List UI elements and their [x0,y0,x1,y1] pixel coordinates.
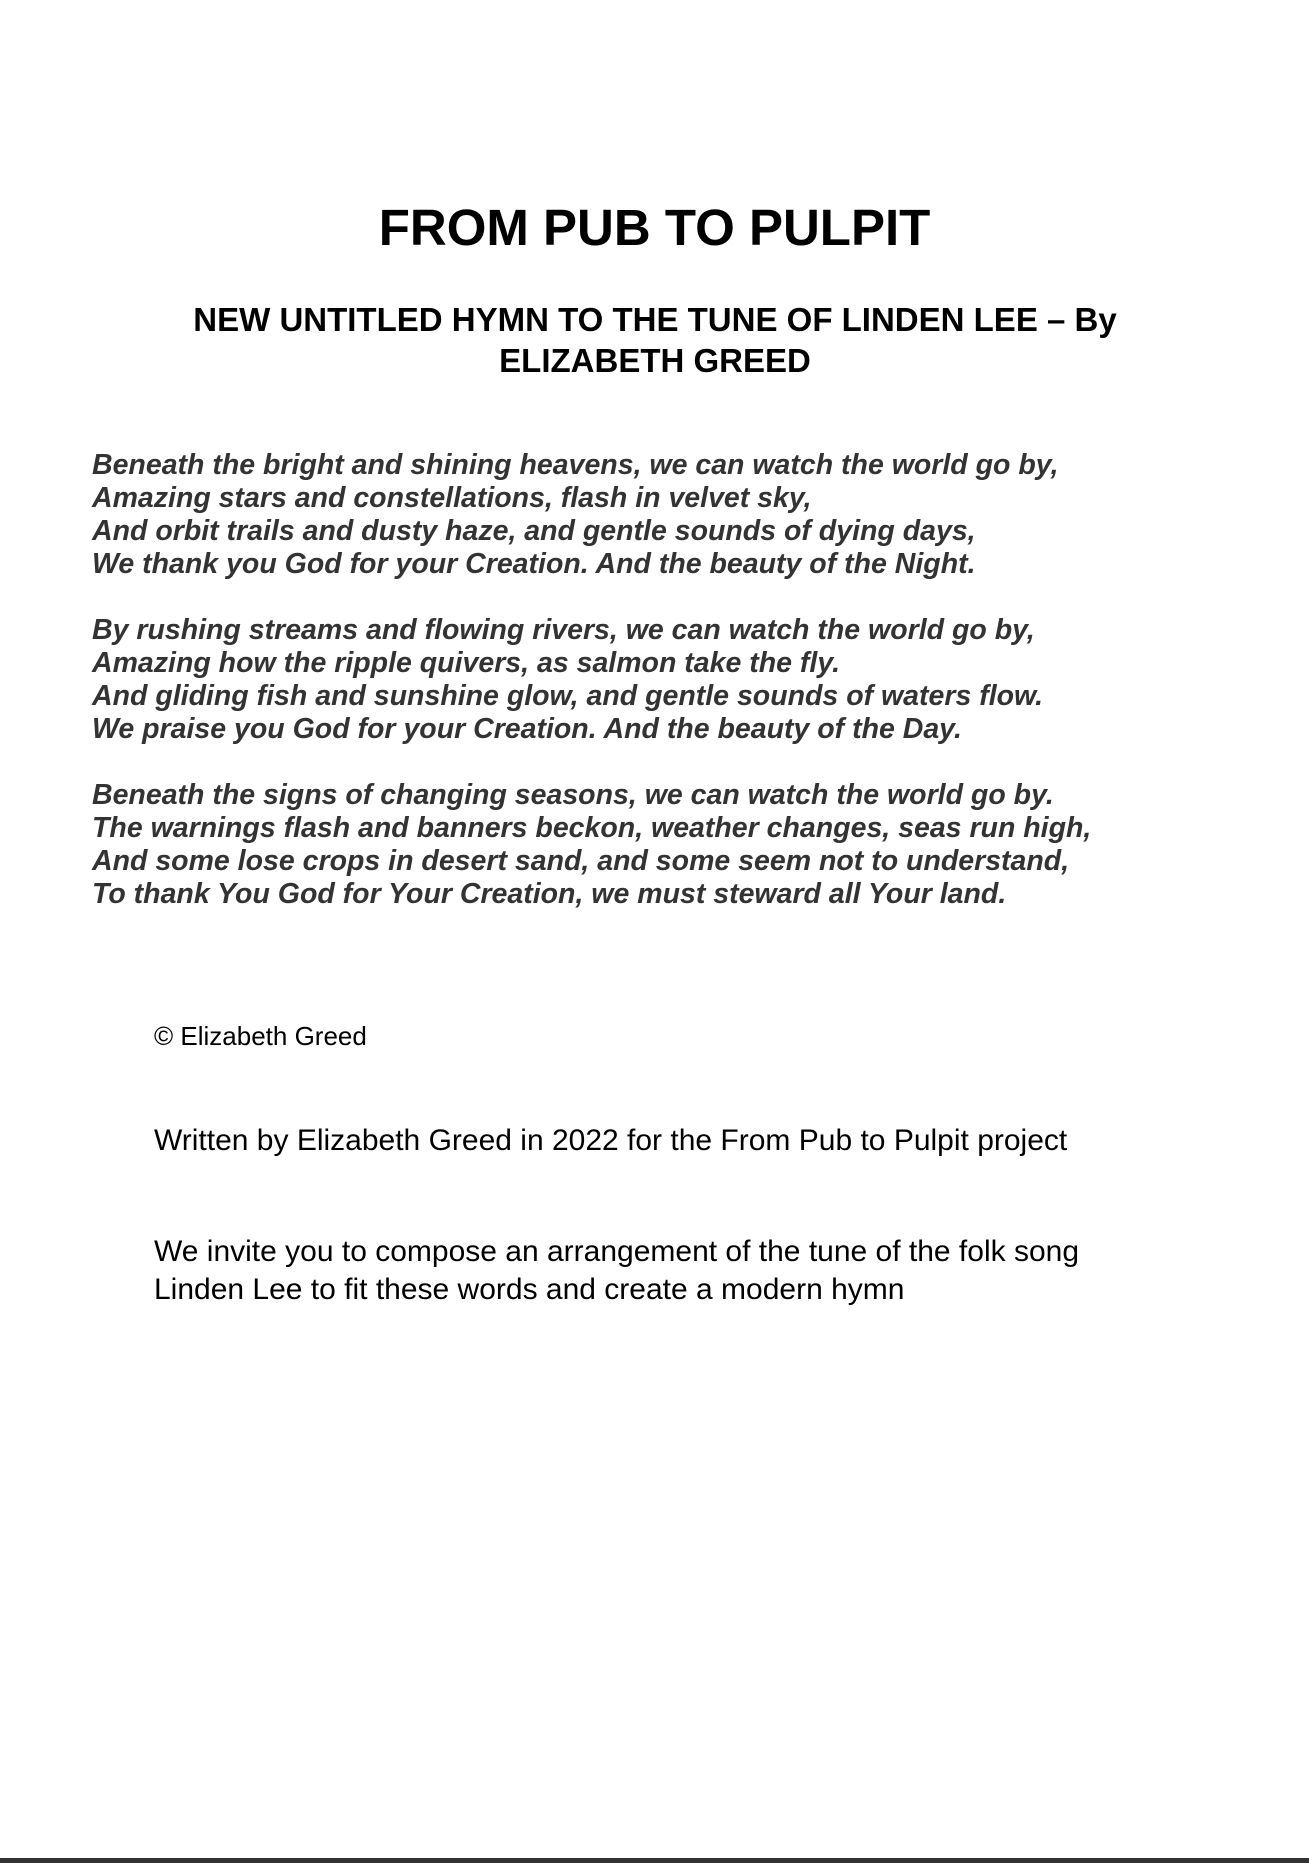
invitation-line: Linden Lee to fit these words and create a modern hymn [154,1273,905,1306]
page-bottom-border [0,1858,1309,1863]
authorship-note: Written by Elizabeth Greed in 2022 for the From Pub to Pulpit project [154,1124,1068,1157]
verse-line: By rushing streams and flowing rivers, we can watch the world go by, [92,614,1035,646]
verse-line: The warnings flash and banners beckon, weather changes, seas run high, [92,812,1092,844]
verse-line: We thank you God for your Creation. And the beauty of the Night. [92,548,976,580]
verse-line: And some lose crops in desert sand, and some seem not to understand, [92,845,1070,877]
verse-line: Amazing how the ripple quivers, as salmon take the fly. [92,647,841,679]
hymn-lyrics [92,449,1242,944]
verse-line: We praise you God for your Creation. And the beauty of the Day. [92,713,962,745]
page-subtitle: NEW UNTITLED HYMN TO THE TUNE OF LINDEN LEE – By ELIZABETH GREED [193,301,1117,379]
verse-line: Amazing stars and constellations, flash in velvet sky, [92,482,812,514]
copyright-notice: © Elizabeth Greed [154,1021,367,1051]
verse-line: To thank You God for Your Creation, we must steward all Your land. [92,878,1007,910]
verse-line: Beneath the signs of changing seasons, we can watch the world go by. [92,779,1054,811]
page-title: FROM PUB TO PULPIT [378,199,931,256]
verse-2 [92,614,1242,746]
verse-1 [92,449,1242,581]
invitation-line: We invite you to compose an arrangement of the tune of the folk song [154,1235,1080,1268]
verse-3 [92,779,1242,911]
verse-line: Beneath the bright and shining heavens, we can watch the world go by, [92,449,1059,481]
verse-line: And gliding fish and sunshine glow, and gentle sounds of waters flow. [92,680,1044,712]
verse-line: And orbit trails and dusty haze, and gentle sounds of dying days, [92,515,976,547]
invitation-text [154,1233,1154,1309]
